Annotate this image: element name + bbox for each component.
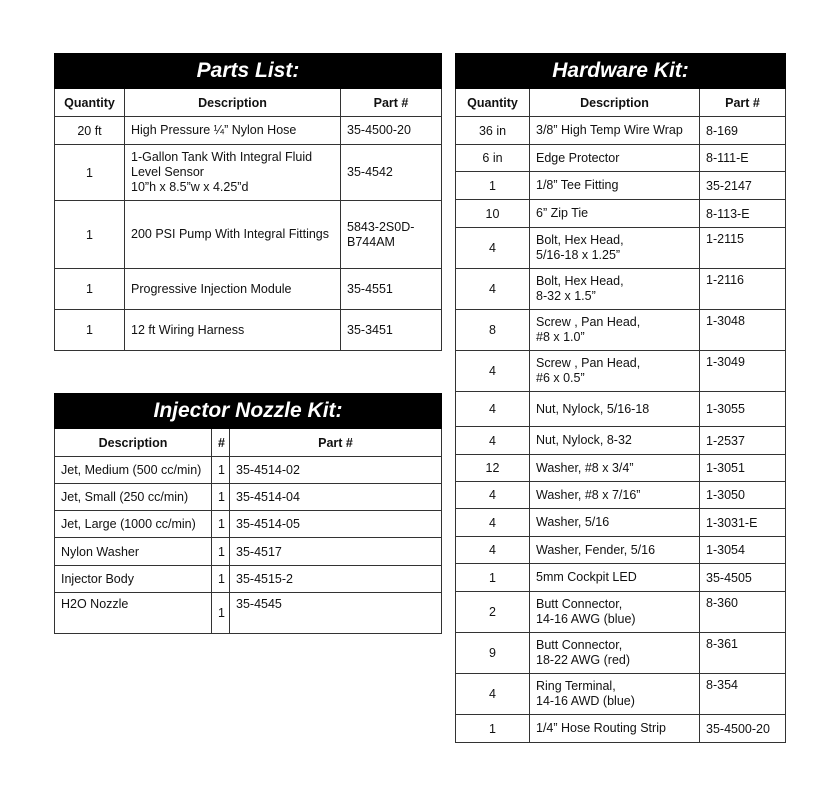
part-number-cell: 1-2537 bbox=[700, 427, 786, 455]
quantity-cell: 12 bbox=[456, 455, 530, 482]
table-row bbox=[55, 269, 442, 310]
quantity-cell: 36 in bbox=[456, 117, 530, 145]
description-line: 1/8” Tee Fitting bbox=[536, 178, 619, 192]
table-row bbox=[456, 537, 786, 564]
description-line: 5/16-18 x 1.25” bbox=[536, 248, 621, 262]
parts-list-title: Parts List: bbox=[55, 54, 442, 89]
quantity-cell: 1 bbox=[55, 145, 125, 201]
description-line: Bolt, Hex Head, bbox=[536, 233, 624, 247]
table-row bbox=[55, 201, 442, 269]
description-line: Nut, Nylock, 8-32 bbox=[536, 433, 632, 447]
table-row bbox=[456, 482, 786, 509]
table-row bbox=[456, 351, 786, 392]
part-number-cell: 35-4545 bbox=[230, 593, 442, 634]
quantity-cell: 4 bbox=[456, 537, 530, 564]
part-number-cell: 35-4514-02 bbox=[230, 457, 442, 484]
table-row bbox=[456, 392, 786, 427]
part-number-cell: 1-2116 bbox=[700, 269, 786, 310]
count-header: # bbox=[212, 429, 230, 457]
part-number-cell bbox=[341, 310, 442, 351]
description-line: Nut, Nylock, 5/16-18 bbox=[536, 401, 650, 416]
description-line: Washer, Fender, 5/16 bbox=[536, 542, 656, 557]
description-cell bbox=[530, 228, 700, 269]
part-number-cell: 8-360 bbox=[700, 592, 786, 633]
quantity-cell: 4 bbox=[456, 392, 530, 427]
quantity-cell: 4 bbox=[456, 427, 530, 455]
description-cell bbox=[530, 564, 700, 592]
description-line: Washer, #8 x 3/4” bbox=[536, 460, 634, 475]
description-line: 12 ft Wiring Harness bbox=[131, 322, 245, 337]
quantity-cell: 4 bbox=[456, 509, 530, 537]
table-row bbox=[456, 145, 786, 172]
part-number-line: 35-3451 bbox=[347, 322, 393, 337]
description-cell: Injector Body bbox=[55, 566, 212, 593]
description-cell bbox=[530, 592, 700, 633]
part-number-line: 35-4542 bbox=[347, 165, 393, 179]
quantity-cell: 4 bbox=[456, 269, 530, 310]
quantity-cell: 1 bbox=[55, 269, 125, 310]
description-cell bbox=[530, 351, 700, 392]
description-line: 8-32 x 1.5” bbox=[536, 289, 596, 303]
description-cell bbox=[530, 509, 700, 537]
quantity-cell: 9 bbox=[456, 633, 530, 674]
part-number-cell bbox=[341, 269, 442, 310]
part-number-header: Part # bbox=[341, 89, 442, 117]
table-row bbox=[456, 564, 786, 592]
description-header: Description bbox=[55, 429, 212, 457]
description-header: Description bbox=[125, 89, 341, 117]
description-cell: H2O Nozzle bbox=[55, 593, 212, 634]
table-row bbox=[456, 592, 786, 633]
description-cell bbox=[530, 715, 700, 743]
part-number-header: Part # bbox=[230, 429, 442, 457]
quantity-cell: 1 bbox=[456, 172, 530, 200]
nozzle-kit-title: Injector Nozzle Kit: bbox=[55, 394, 442, 429]
part-number-cell: 1-3031-E bbox=[700, 509, 786, 537]
part-number-cell bbox=[341, 145, 442, 201]
description-cell bbox=[530, 145, 700, 172]
part-number-cell: 35-4514-05 bbox=[230, 511, 442, 538]
description-line: Bolt, Hex Head, bbox=[536, 274, 624, 288]
part-number-line: 35-4500-20 bbox=[347, 123, 411, 137]
description-cell bbox=[530, 455, 700, 482]
table-row bbox=[456, 674, 786, 715]
quantity-cell: 4 bbox=[456, 674, 530, 715]
part-number-cell: 1-3050 bbox=[700, 482, 786, 509]
description-line: Edge Protector bbox=[536, 150, 620, 165]
part-number-cell: 8-169 bbox=[700, 117, 786, 145]
part-number-cell: 1-3049 bbox=[700, 351, 786, 392]
description-line: Washer, 5/16 bbox=[536, 515, 610, 529]
hardware-kit-title: Hardware Kit: bbox=[456, 54, 786, 89]
part-number-cell: 35-4500-20 bbox=[700, 715, 786, 743]
table-row bbox=[55, 310, 442, 351]
description-line: 200 PSI Pump With Integral Fittings bbox=[131, 227, 330, 241]
description-line: 10”h x 8.5”w x 4.25”d bbox=[131, 180, 249, 194]
description-cell: Jet, Large (1000 cc/min) bbox=[55, 511, 212, 538]
hardware-kit-table bbox=[455, 53, 786, 743]
table-row bbox=[55, 593, 442, 634]
description-line: Progressive Injection Module bbox=[131, 281, 292, 296]
part-number-cell bbox=[341, 117, 442, 145]
description-cell bbox=[530, 674, 700, 715]
table-row bbox=[456, 509, 786, 537]
part-number-cell: 35-4517 bbox=[230, 538, 442, 566]
quantity-cell: 1 bbox=[456, 715, 530, 743]
quantity-cell: 10 bbox=[456, 200, 530, 228]
quantity-header: Quantity bbox=[55, 89, 125, 117]
description-cell bbox=[530, 310, 700, 351]
description-line: #8 x 1.0” bbox=[536, 330, 585, 344]
parts-list-table bbox=[54, 53, 442, 351]
part-number-cell: 1-2115 bbox=[700, 228, 786, 269]
count-cell: 1 bbox=[212, 511, 230, 538]
description-line: 14-16 AWD (blue) bbox=[536, 694, 635, 708]
description-line: Screw , Pan Head, bbox=[536, 315, 641, 329]
quantity-cell: 20 ft bbox=[55, 117, 125, 145]
table-row bbox=[55, 457, 442, 484]
part-number-cell: 35-4515-2 bbox=[230, 566, 442, 593]
quantity-cell: 4 bbox=[456, 482, 530, 509]
description-line: 18-22 AWG (red) bbox=[536, 653, 631, 667]
description-cell: Nylon Washer bbox=[55, 538, 212, 566]
table-row bbox=[456, 172, 786, 200]
table-row bbox=[456, 715, 786, 743]
description-cell bbox=[530, 537, 700, 564]
description-cell bbox=[125, 269, 341, 310]
quantity-header: Quantity bbox=[456, 89, 530, 117]
part-number-cell: 35-2147 bbox=[700, 172, 786, 200]
table-row bbox=[55, 566, 442, 593]
part-number-cell: 8-111-E bbox=[700, 145, 786, 172]
description-cell bbox=[530, 200, 700, 228]
description-line: 1/4” Hose Routing Strip bbox=[536, 721, 666, 735]
description-cell bbox=[530, 392, 700, 427]
description-line: Ring Terminal, bbox=[536, 679, 616, 693]
quantity-cell: 8 bbox=[456, 310, 530, 351]
quantity-cell: 4 bbox=[456, 351, 530, 392]
table-row bbox=[456, 228, 786, 269]
quantity-cell: 4 bbox=[456, 228, 530, 269]
description-cell bbox=[125, 310, 341, 351]
part-number-cell: 8-113-E bbox=[700, 200, 786, 228]
part-number-cell: 35-4514-04 bbox=[230, 484, 442, 511]
description-cell: Jet, Medium (500 cc/min) bbox=[55, 457, 212, 484]
table-row bbox=[55, 117, 442, 145]
quantity-cell: 1 bbox=[456, 564, 530, 592]
description-cell bbox=[125, 201, 341, 269]
table-row bbox=[55, 538, 442, 566]
part-number-header: Part # bbox=[700, 89, 786, 117]
part-number-line: B744AM bbox=[347, 234, 395, 249]
description-line: Screw , Pan Head, bbox=[536, 356, 641, 370]
count-cell: 1 bbox=[212, 566, 230, 593]
part-number-cell bbox=[341, 201, 442, 269]
count-cell: 1 bbox=[212, 484, 230, 511]
table-row bbox=[456, 269, 786, 310]
injector-nozzle-kit-table bbox=[54, 393, 442, 634]
description-line: Level Sensor bbox=[131, 165, 204, 179]
description-line: Washer, #8 x 7/16” bbox=[536, 487, 641, 502]
description-line: 3/8” High Temp Wire Wrap bbox=[536, 123, 683, 137]
part-number-cell: 8-354 bbox=[700, 674, 786, 715]
part-number-cell: 1-3051 bbox=[700, 455, 786, 482]
description-cell bbox=[125, 117, 341, 145]
table-row bbox=[456, 117, 786, 145]
description-cell bbox=[530, 117, 700, 145]
description-line: Butt Connector, bbox=[536, 638, 623, 652]
table-row bbox=[55, 484, 442, 511]
part-number-cell: 35-4505 bbox=[700, 564, 786, 592]
part-number-cell: 1-3054 bbox=[700, 537, 786, 564]
table-row bbox=[55, 145, 442, 201]
quantity-cell: 6 in bbox=[456, 145, 530, 172]
description-line: Butt Connector, bbox=[536, 597, 623, 611]
part-number-cell: 1-3055 bbox=[700, 392, 786, 427]
description-cell bbox=[530, 482, 700, 509]
description-line: 6” Zip Tie bbox=[536, 206, 589, 220]
table-row bbox=[456, 455, 786, 482]
quantity-cell: 1 bbox=[55, 201, 125, 269]
description-cell bbox=[530, 427, 700, 455]
description-line: 1-Gallon Tank With Integral Fluid bbox=[131, 150, 313, 164]
description-cell bbox=[530, 633, 700, 674]
count-cell: 1 bbox=[212, 457, 230, 484]
description-header: Description bbox=[530, 89, 700, 117]
quantity-cell: 1 bbox=[55, 310, 125, 351]
description-line: High Pressure ¼” Nylon Hose bbox=[131, 123, 297, 137]
part-number-cell: 8-361 bbox=[700, 633, 786, 674]
table-row bbox=[55, 511, 442, 538]
description-line: 5mm Cockpit LED bbox=[536, 570, 637, 584]
count-cell: 1 bbox=[212, 593, 230, 634]
description-line: #6 x 0.5” bbox=[536, 371, 585, 385]
count-cell: 1 bbox=[212, 538, 230, 566]
part-number-line: 35-4551 bbox=[347, 281, 393, 296]
part-number-line: 5843-2S0D- bbox=[347, 219, 415, 234]
description-cell bbox=[530, 269, 700, 310]
description-cell bbox=[125, 145, 341, 201]
table-row bbox=[456, 427, 786, 455]
table-row bbox=[456, 200, 786, 228]
description-line: 14-16 AWG (blue) bbox=[536, 612, 636, 626]
part-number-cell: 1-3048 bbox=[700, 310, 786, 351]
description-cell: Jet, Small (250 cc/min) bbox=[55, 484, 212, 511]
description-cell bbox=[530, 172, 700, 200]
table-row bbox=[456, 633, 786, 674]
quantity-cell: 2 bbox=[456, 592, 530, 633]
table-row bbox=[456, 310, 786, 351]
